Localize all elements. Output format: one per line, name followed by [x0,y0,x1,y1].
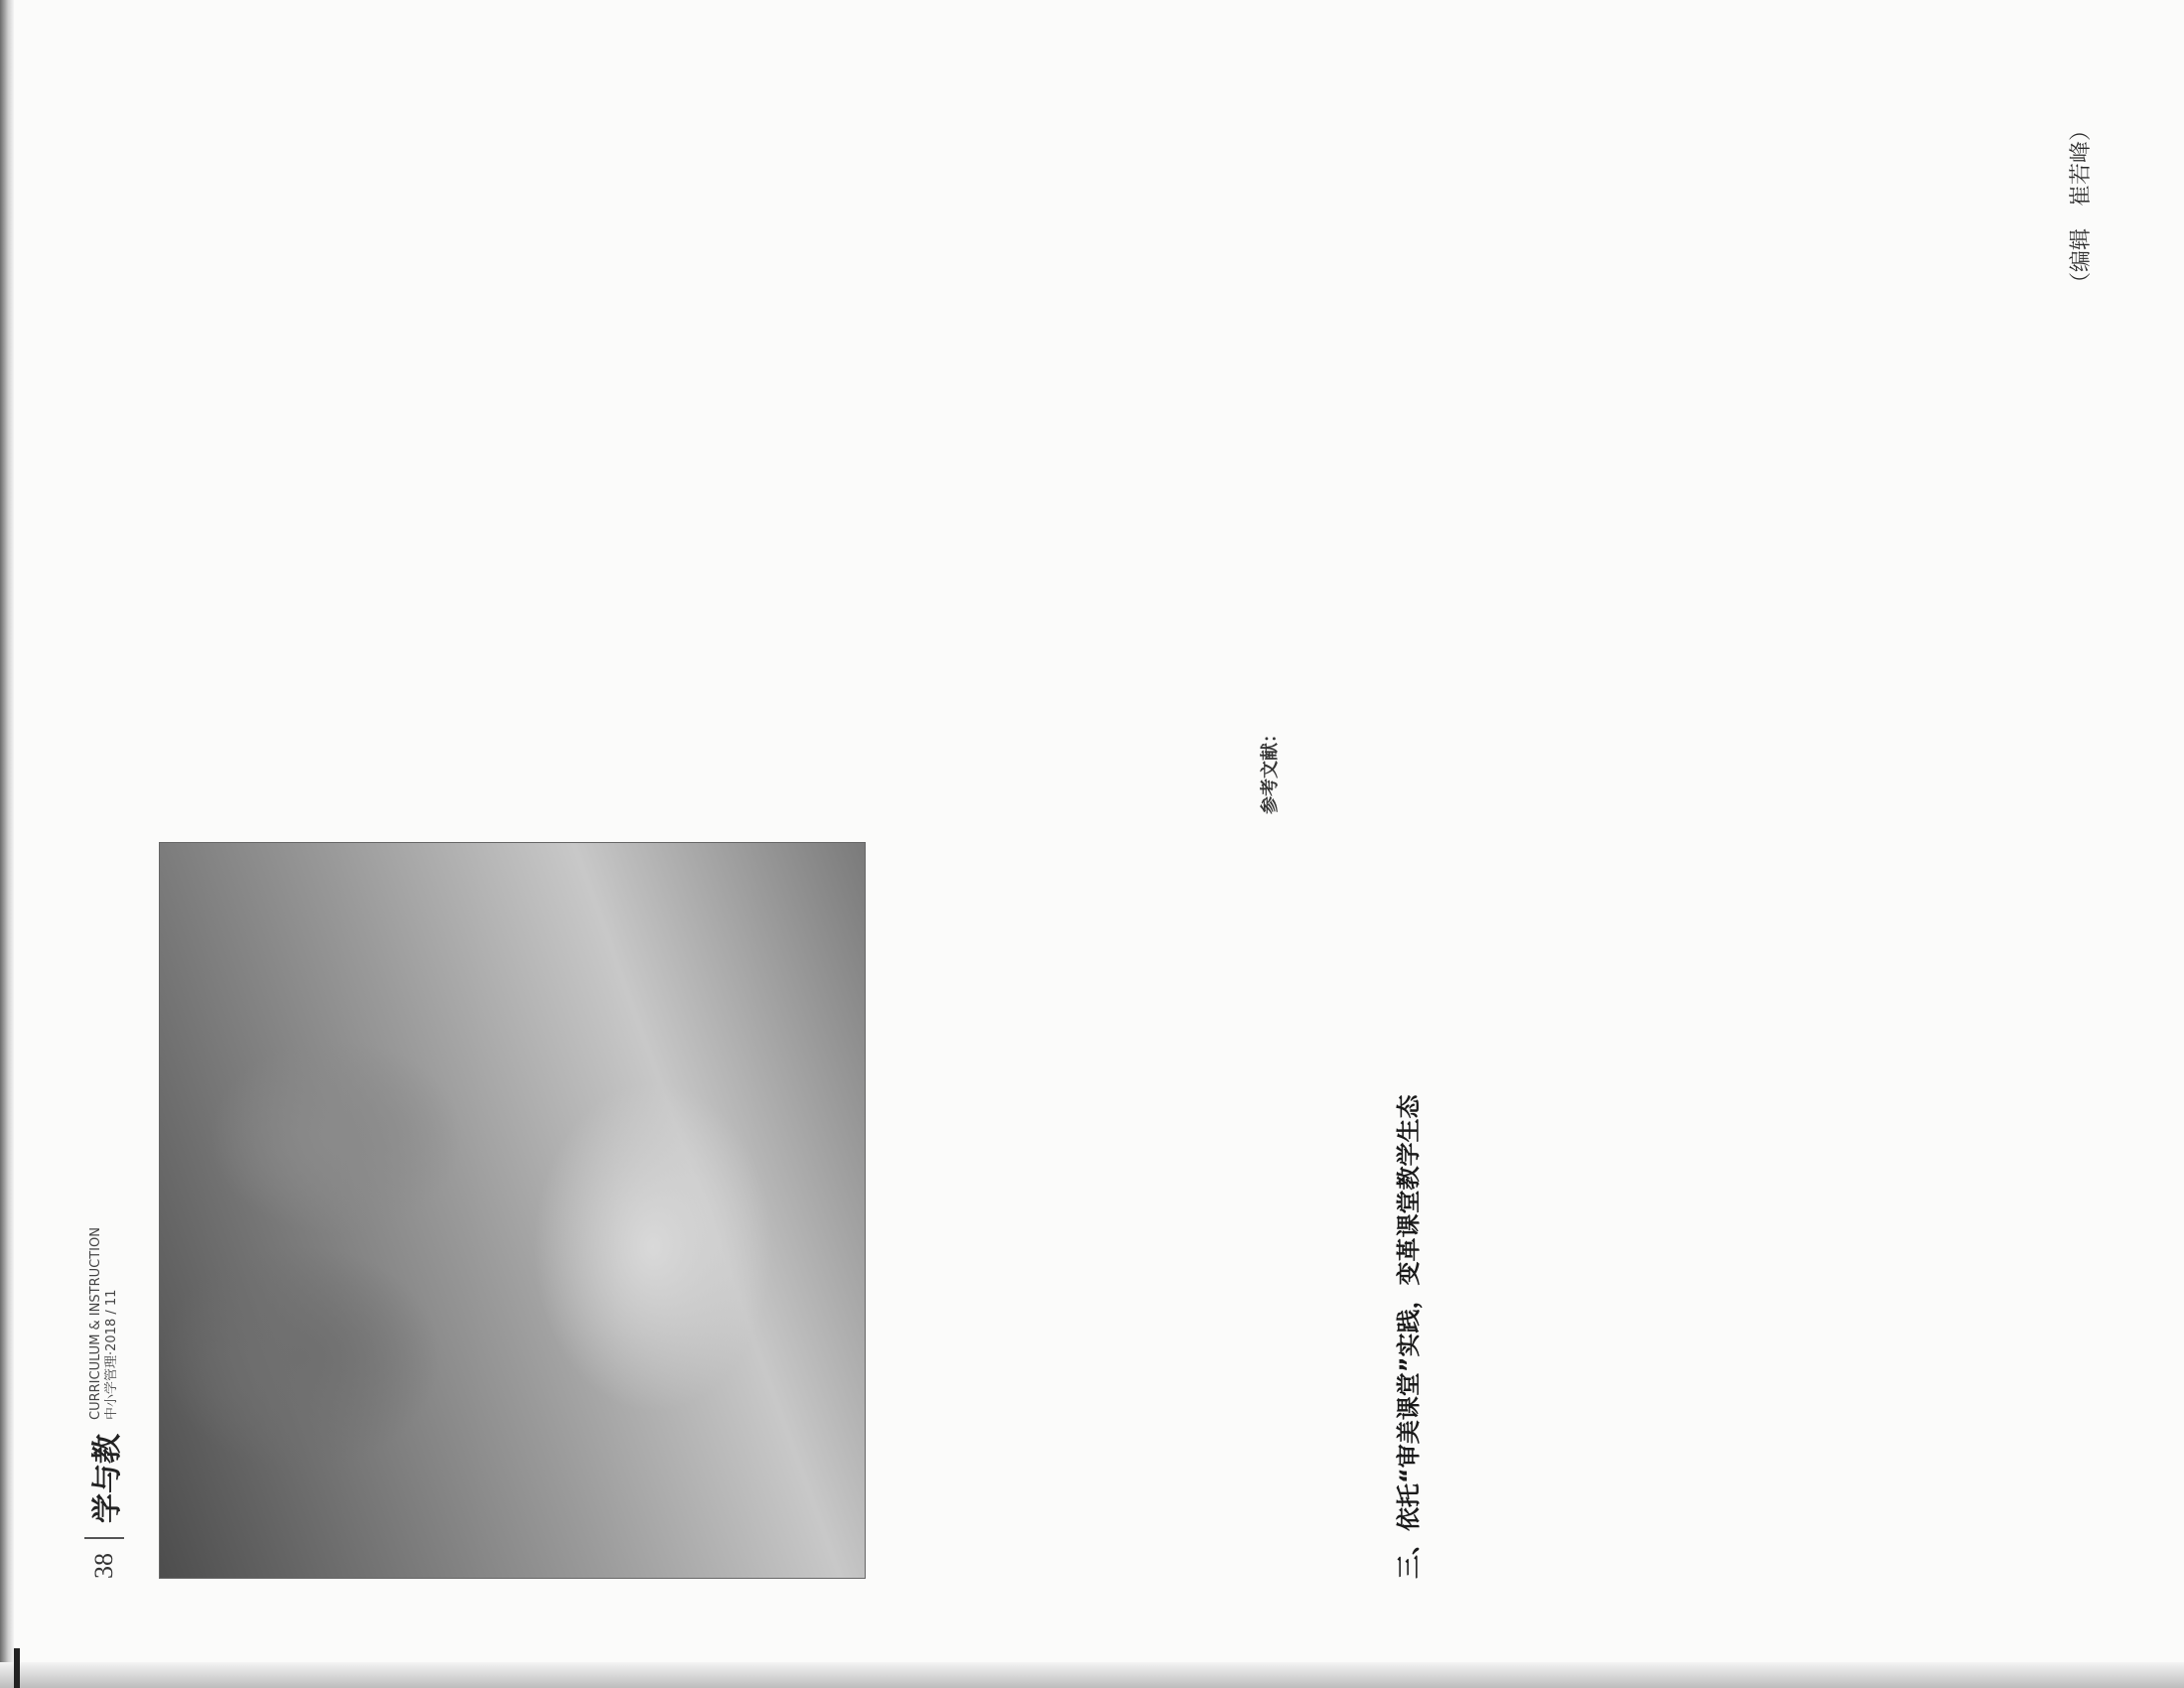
text-line [933,844,983,1579]
text-line [1735,844,1785,1579]
text-line [556,79,606,814]
text-line [1082,844,1132,1579]
text-line [705,79,754,814]
reference-item [1386,79,1418,814]
text-line [1152,79,1201,814]
text-line [1052,79,1102,814]
journal-english-name: CURRICULUM & INSTRUCTION [88,1227,103,1420]
page-number: 38 [89,1553,118,1579]
text-line [1686,844,1735,1579]
text-line [1330,844,1380,1579]
section-title: 学与教 [91,1434,124,1523]
text-line [1437,844,1487,1579]
text-line [1281,844,1330,1579]
text-line [159,79,208,814]
text-line [1537,844,1586,1579]
reference-item [1354,79,1386,814]
text-line [1586,844,1636,1579]
text-line [506,79,556,814]
text-line [1032,844,1082,1579]
text-line [606,79,655,814]
text-line [1934,844,1983,1579]
text-line [903,79,953,814]
page-header [74,1227,134,1579]
text-line [884,844,933,1579]
right-text-column [159,79,2075,814]
text-line [1785,844,1835,1579]
editor-credit: （编辑 崔若峰） [2069,119,2094,295]
text-line [655,79,705,814]
article-photo [159,842,866,1579]
references-title: 参考文献： [1260,725,1281,814]
journal-issue: 中小学管理·2018 / 11 [104,1289,119,1420]
text-line [1487,844,1537,1579]
text-line [804,79,854,814]
reference-item [1322,79,1354,814]
text-line [854,79,903,814]
left-text-column [884,844,2075,1579]
text-line [1231,844,1281,1579]
reference-item [1291,79,1322,814]
text-line [208,79,258,814]
header-divider [84,1537,124,1539]
text-line [1181,844,1231,1579]
text-line [1884,844,1934,1579]
text-line [754,79,804,814]
text-line [1132,844,1181,1579]
text-line [953,79,1003,814]
text-line [258,79,308,814]
text-line [1835,844,1884,1579]
section-heading: 三、依托“审美课堂”实践，变革课堂教学生态 [1395,1094,1423,1579]
text-line [1102,79,1152,814]
text-line [1003,79,1052,814]
text-line [1636,844,1686,1579]
text-line [1983,844,2033,1579]
text-line [1201,79,1251,814]
text-line [457,79,506,814]
journal-info [88,1227,120,1420]
text-line [357,79,407,814]
text-line [308,79,357,814]
text-line [407,79,457,814]
text-line [983,844,1032,1579]
